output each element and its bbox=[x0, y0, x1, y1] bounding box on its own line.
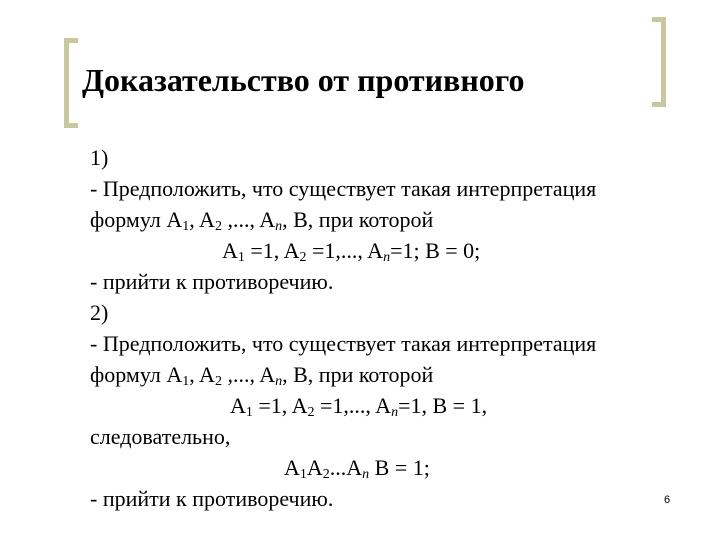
case1-suppose: - Предположить, что существует такая интерпретация bbox=[90, 176, 597, 201]
case1-formulas bbox=[90, 204, 670, 235]
left-bracket-decoration bbox=[64, 38, 78, 128]
case1-formulas-sep2: ,..., A bbox=[221, 207, 276, 232]
slide-body bbox=[90, 142, 670, 514]
case2-therefore: следовательно, bbox=[90, 424, 231, 449]
case2-formulas-sep1: , A bbox=[189, 362, 215, 387]
case2-cond-sub2: 2 bbox=[307, 405, 315, 420]
case2-prod-sub1: 1 bbox=[299, 467, 307, 482]
case2-formulas-sep2: ,..., A bbox=[221, 362, 276, 387]
case1-cond-sub2: 2 bbox=[299, 250, 307, 265]
case2-cond-sub1: 1 bbox=[245, 405, 253, 420]
case2-cond-t1: =1, A bbox=[252, 393, 308, 418]
case1-formulas-suffix: , B, при которой bbox=[282, 207, 434, 232]
case2-cond-t3: =1, B = 1, bbox=[398, 393, 488, 418]
case2-number: 2) bbox=[90, 300, 109, 325]
case2-formulas-sub1: 1 bbox=[182, 374, 190, 389]
case2-prod-t3: B = 1; bbox=[369, 455, 430, 480]
right-bracket-decoration bbox=[652, 17, 666, 107]
case1-cond-t3: =1; B = 0; bbox=[390, 238, 481, 263]
case1-conclude: - прийти к противоречию. bbox=[90, 269, 334, 294]
case1-cond-subn: n bbox=[383, 250, 391, 265]
page-number: 6 bbox=[664, 494, 671, 506]
case2-formulas-subn: n bbox=[275, 374, 283, 389]
case2-prod-a: A bbox=[284, 455, 300, 480]
case2-formulas-suffix: , B, при которой bbox=[282, 362, 434, 387]
case1-number: 1) bbox=[90, 145, 109, 170]
case2-prod-t2: ...A bbox=[329, 455, 363, 480]
case1-cond-a: A bbox=[222, 238, 238, 263]
case1-formulas-sub2: 2 bbox=[214, 219, 222, 234]
case2-prod-sub2: 2 bbox=[322, 467, 330, 482]
case2-suppose: - Предположить, что существует такая интерпретация bbox=[90, 331, 597, 356]
case1-formulas-sep1: , A bbox=[189, 207, 215, 232]
slide-title: Доказательство от противного bbox=[82, 62, 525, 98]
case1-formulas-prefix: формул A bbox=[90, 207, 183, 232]
case2-condition bbox=[90, 390, 670, 421]
case1-cond-sub1: 1 bbox=[237, 250, 245, 265]
case2-formulas-sub2: 2 bbox=[214, 374, 222, 389]
case2-prod-subn: n bbox=[362, 467, 370, 482]
case2-prod-t1: A bbox=[306, 455, 323, 480]
case2-cond-t2: =1,..., A bbox=[314, 393, 392, 418]
case2-product bbox=[90, 452, 670, 483]
case1-formulas-subn: n bbox=[275, 219, 283, 234]
case2-cond-a: A bbox=[230, 393, 246, 418]
case1-cond-t1: =1, A bbox=[244, 238, 300, 263]
case1-condition bbox=[90, 235, 670, 266]
case2-conclude: - прийти к противоречию. bbox=[90, 486, 334, 511]
case2-formulas-prefix: формул A bbox=[90, 362, 183, 387]
case1-formulas-sub1: 1 bbox=[182, 219, 190, 234]
case1-cond-t2: =1,..., A bbox=[306, 238, 384, 263]
case2-formulas bbox=[90, 359, 670, 390]
case2-cond-subn: n bbox=[391, 405, 399, 420]
